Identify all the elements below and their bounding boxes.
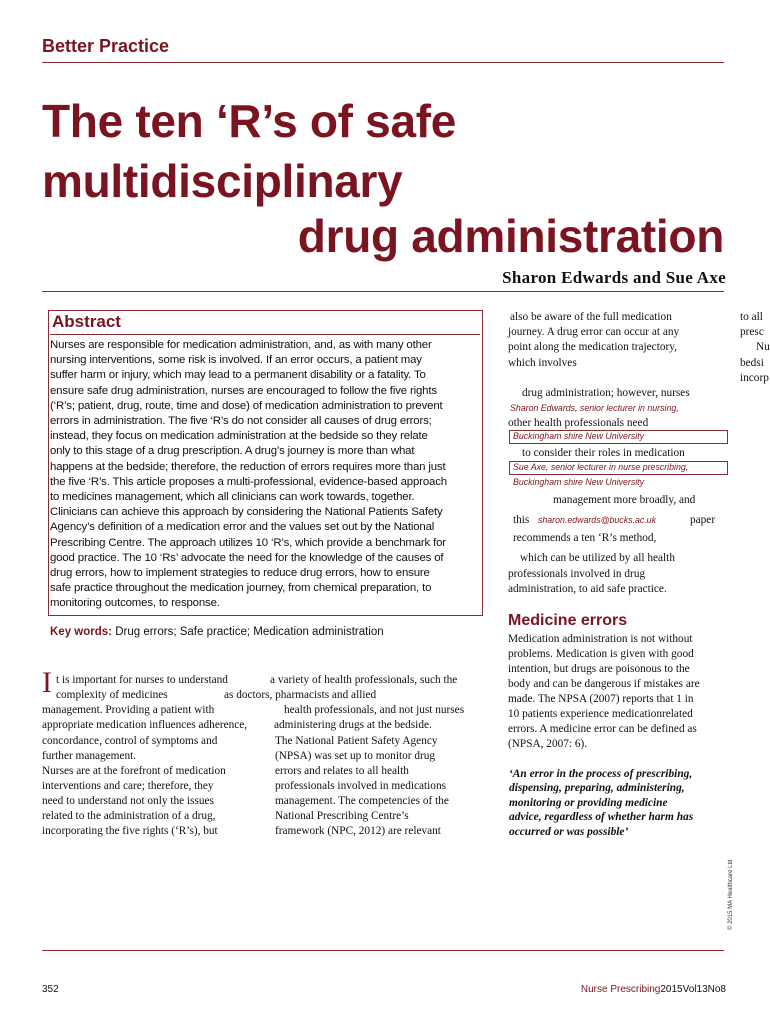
abstract-line: monitoring outcomes, to response. bbox=[50, 597, 220, 610]
abstract-line: instead, they focus on medication administration at the bedside so they relate bbox=[50, 430, 428, 443]
affiliation-institution-1: Buckingham shire New University bbox=[513, 431, 645, 441]
footer-rule bbox=[42, 950, 724, 951]
body-line: need to understand not only the issues bbox=[42, 795, 214, 807]
abstract-line: Prescribing Centre. The approach utilizes 10 ‘R’s, which provide a benchmark for bbox=[50, 536, 446, 549]
body-line: incorporating the five rights (‘R’s), but bbox=[42, 825, 218, 837]
quote-line: dispensing, preparing, administering, bbox=[509, 782, 685, 794]
body-line: to consider their roles in medication bbox=[522, 447, 685, 459]
body-line: errors and relates to all health bbox=[275, 765, 409, 777]
body-line: this bbox=[513, 514, 530, 526]
abstract-line: Nurses are responsible for medication administration, and, as with many other bbox=[50, 339, 432, 351]
body-line: The National Patient Safety Agency bbox=[275, 735, 438, 747]
abstract-line: Clinicians can achieve this approach by considering the National Patients Safety bbox=[50, 506, 443, 519]
abstract-line: suffer harm or injury, which may lead to a permanent disability or a fatality. To bbox=[50, 369, 426, 382]
affiliation-institution-2: Buckingham shire New University bbox=[513, 477, 645, 487]
body-line: other health professionals need bbox=[508, 417, 649, 429]
body-line: professionals involved in drug bbox=[508, 568, 646, 580]
abstract-line: nursing interventions, some risk is involved. If an error occurs, a patient may bbox=[50, 354, 422, 367]
keywords-list: Drug errors; Safe practice; Medication administration bbox=[115, 626, 384, 638]
journal-name bbox=[581, 984, 726, 995]
quote-line: advice, regardless of whether harm has bbox=[509, 811, 694, 823]
body-line: which involves bbox=[508, 357, 577, 369]
abstract-heading: Abstract bbox=[52, 312, 121, 331]
body-line: (NPSA) was set up to monitor drug bbox=[275, 750, 436, 762]
body-line: administration, to aid safe practice. bbox=[508, 583, 667, 595]
article-title-line-1: The ten ‘R’s of safe bbox=[42, 95, 457, 147]
abstract-line: happens at the bedside; therefore, the reduction of errors requires more than just bbox=[50, 460, 446, 473]
body-line: bedsi bbox=[740, 357, 764, 369]
body-line: as doctors, pharmacists and allied bbox=[224, 689, 377, 701]
body-line: Nu bbox=[756, 341, 770, 353]
author-email-link[interactable]: sharon.edwards@bucks.ac.uk bbox=[538, 515, 656, 525]
body-line: health professionals, and not just nurses bbox=[284, 704, 465, 716]
body-line: also be aware of the full medication bbox=[510, 311, 672, 323]
body-line: point along the medication trajectory, bbox=[508, 341, 677, 353]
body-line: which can be utilized by all health bbox=[520, 552, 675, 564]
authors: Sharon Edwards and Sue Axe bbox=[502, 268, 726, 287]
body-line: complexity of medicines bbox=[56, 689, 168, 701]
abstract-line: drug errors, how to implement strategies to reduce drug errors, how to ensure bbox=[50, 567, 430, 580]
abstract-line: only to this stage of a drug prescription. A drug’s journey is more than what bbox=[50, 445, 415, 458]
body-line: problems. Medication is given with good bbox=[508, 648, 694, 660]
abstract-line: to medicines management, which all clinicians can work towards, together. bbox=[50, 491, 415, 504]
abstract-line: safe practice throughout the medication journey, from chemical preparation, to bbox=[50, 582, 432, 595]
body-line: interventions and care; therefore, they bbox=[42, 780, 214, 792]
body-line: 10 patients experience medicationrelated bbox=[508, 708, 693, 720]
body-line: National Prescribing Centre’s bbox=[275, 810, 409, 822]
drop-cap: I bbox=[42, 666, 52, 699]
body-line: made. The NPSA (2007) reports that 1 in bbox=[508, 693, 694, 705]
abstract-line: (‘R’s; patient, drug, route, time and dose) of medication administration to prevent bbox=[50, 399, 443, 412]
copyright-notice: © 2015 MA Healthcare Ltd bbox=[728, 859, 734, 930]
abstract-line: good practice. The 10 ‘Rs’ advocate the need for the knowledge of the causes of bbox=[50, 551, 444, 564]
body-line: t is important for nurses to understand bbox=[56, 674, 228, 686]
article-title-line-3: drug administration bbox=[297, 210, 724, 262]
body-line: management. Providing a patient with bbox=[42, 704, 215, 716]
page-number: 352 bbox=[42, 984, 59, 995]
body-line: administering drugs at the bedside. bbox=[274, 719, 432, 731]
quote-line: occurred or was possible’ bbox=[509, 826, 629, 838]
body-line: paper bbox=[690, 514, 716, 526]
body-line: concordance, control of symptoms and bbox=[42, 735, 218, 747]
journal-issue: 2015Vol13No8 bbox=[660, 984, 726, 995]
quote-line: ‘An error in the process of prescribing, bbox=[509, 768, 693, 780]
section-heading-medicine-errors: Medicine errors bbox=[508, 612, 628, 629]
quote-line: monitoring or providing medicine bbox=[509, 797, 668, 809]
affiliation-author-2: Sue Axe, senior lecturer in nurse prescribing, bbox=[513, 462, 689, 472]
keywords-label: Key words: bbox=[50, 626, 112, 638]
body-line: to all bbox=[740, 311, 763, 323]
abstract-line: Agency’s definition of a medication error and the values set out by the National bbox=[50, 521, 435, 534]
affiliation-author-1: Sharon Edwards, senior lecturer in nursing, bbox=[510, 403, 679, 413]
body-line: Medication administration is not without bbox=[508, 633, 693, 645]
article-title-line-2: multidisciplinary bbox=[42, 155, 403, 207]
body-line: a variety of health professionals, such the bbox=[270, 674, 458, 686]
body-line: body and can be dangerous if mistakes are bbox=[508, 678, 700, 690]
body-line: journey. A drug error can occur at any bbox=[508, 326, 680, 338]
abstract-line: the five ‘R’s. This article proposes a multi-professional, evidence-based approach bbox=[50, 475, 447, 488]
section-label: Better Practice bbox=[42, 36, 170, 56]
body-line: drug administration; however, nurses bbox=[522, 387, 690, 399]
body-line: intention, but drugs are poisonous to the bbox=[508, 663, 690, 675]
body-line: errors. A medicine error can be defined as bbox=[508, 723, 697, 735]
body-line: presc bbox=[740, 326, 764, 338]
body-line: further management. bbox=[42, 750, 137, 762]
body-line: incorp bbox=[740, 372, 769, 384]
journal-title: Nurse Prescribing bbox=[580, 984, 661, 995]
body-line: professionals involved in medications bbox=[275, 780, 446, 792]
body-line: recommends a ten ‘R’s method, bbox=[513, 532, 657, 544]
body-line: Nurses are at the forefront of medication bbox=[42, 765, 226, 777]
body-line: management more broadly, and bbox=[553, 494, 696, 506]
body-line: (NPSA, 2007: 6). bbox=[508, 738, 588, 750]
abstract-line: ensure safe drug administration, nurses are encouraged to follow the five rights bbox=[50, 384, 437, 397]
body-line: management. The competencies of the bbox=[275, 795, 449, 807]
body-line: appropriate medication influences adherence, bbox=[42, 719, 248, 731]
abstract-line: errors in administration. The five ‘R’s do not consider all causes of drug errors; bbox=[50, 415, 432, 428]
body-line: related to the administration of a drug, bbox=[42, 810, 216, 822]
body-line: framework (NPC, 2012) are relevant bbox=[275, 825, 441, 837]
